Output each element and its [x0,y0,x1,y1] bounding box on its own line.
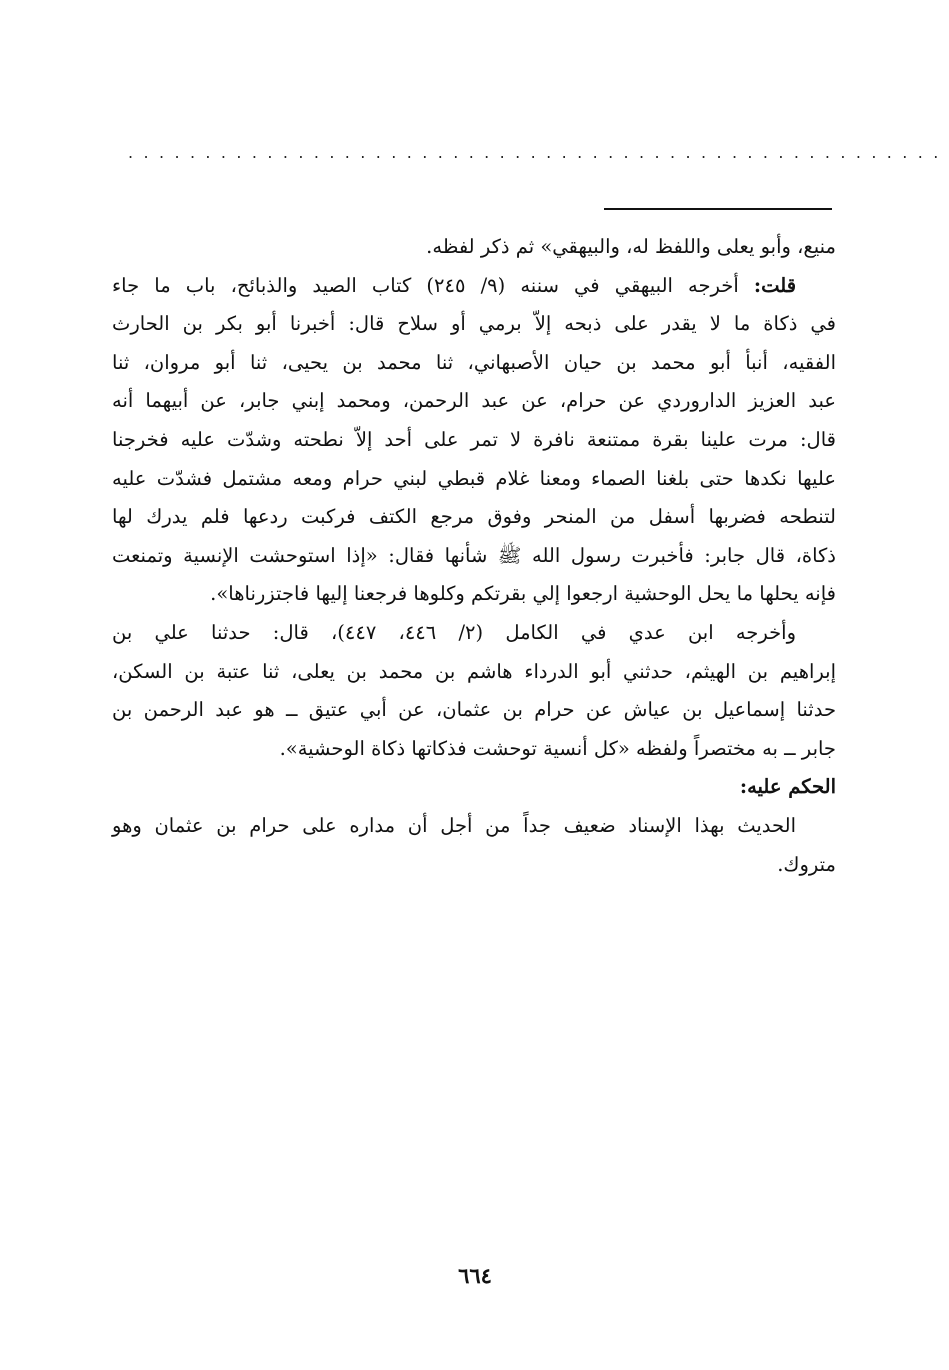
text-line: إبراهيم بن الهيثم، حدثني أبو الدرداء هاشم بن محمد بن يعلى، ثنا عتبة بن السكن، [112,659,836,683]
text-line [112,267,836,306]
text-line: لتنطحه فضربها أسفل من المنحر وفوق مرجع الكتف فركبت ردعها فلم يدرك لها [112,505,836,529]
text-line: حدثنا إسماعيل بن عياش عن حرام بن عثمان، عن أبي عتيق ــ هو عبد الرحمن بن [112,698,836,722]
text-line: في ذكاة ما لا يقدر على ذبحه إلاّ برمي أو سلاح قال: أخبرنا أبو بكر بن الحارث [112,312,836,336]
page-body [112,228,836,884]
text-line: ذكاة، قال جابر: فأخبرت رسول الله ﷺ شأنها فقال: «إذا استوحشت الإنسية وتمنعت [112,543,836,567]
text-line: قال: مرت علينا بقرة ممتنعة نافرة لا تمر على أحد إلاّ نطحته وشدّت عليه فخرجنا [112,427,836,451]
text-line: الحديث بهذا الإسناد ضعيف جداً من أجل أن مداره على حرام بن عثمان وهو [112,813,796,837]
text-line: عبد العزيز الداروردي عن حرام، عن عبد الرحمن، ومحمد إبني جابر، عن أبيهما أنه [112,389,836,413]
dotted-separator: ..................................................... [128,143,949,162]
text-line: عليها نكدها حتى بلغنا الصماء ومعنا غلام قبطي لبني حرام ومعه مشتمل فشدّت عليه [112,466,836,490]
qultu-label: قلت: [753,273,797,297]
text-line: منيع، وأبو يعلى واللفظ له، والبيهقي» ثم ذكر لفظه. [426,235,836,258]
section-heading: الحكم عليه: [739,775,836,799]
text-line: جابر ــ به مختصراً ولفظه «كل أنسية توحشت فذكاتها ذكاة الوحشية». [279,736,836,760]
text-line: فإنه يحلها ما يحل الوحشية ارجعوا إلي بقرتكم وكلوها فرجعنا إليها فاجتزرناها». [210,582,836,606]
text-line: متروك. [777,852,836,876]
text-line: وأخرجه ابن عدي في الكامل (٢/ ٤٤٦، ٤٤٧)، قال: حدثنا علي بن [112,620,796,644]
text-line: الفقيه، أنبأ أبو محمد بن حيان الأصبهاني، ثنا محمد بن يحيى، ثنا أبو مروان، ثنا [112,350,836,374]
text-line-content: أخرجه البيهقي في سننه (٩/ ٢٤٥) كتاب الصيد والذبائح، باب ما جاء [112,273,739,297]
page-number: ٦٦٤ [458,1263,492,1288]
footnote-rule [604,208,832,210]
